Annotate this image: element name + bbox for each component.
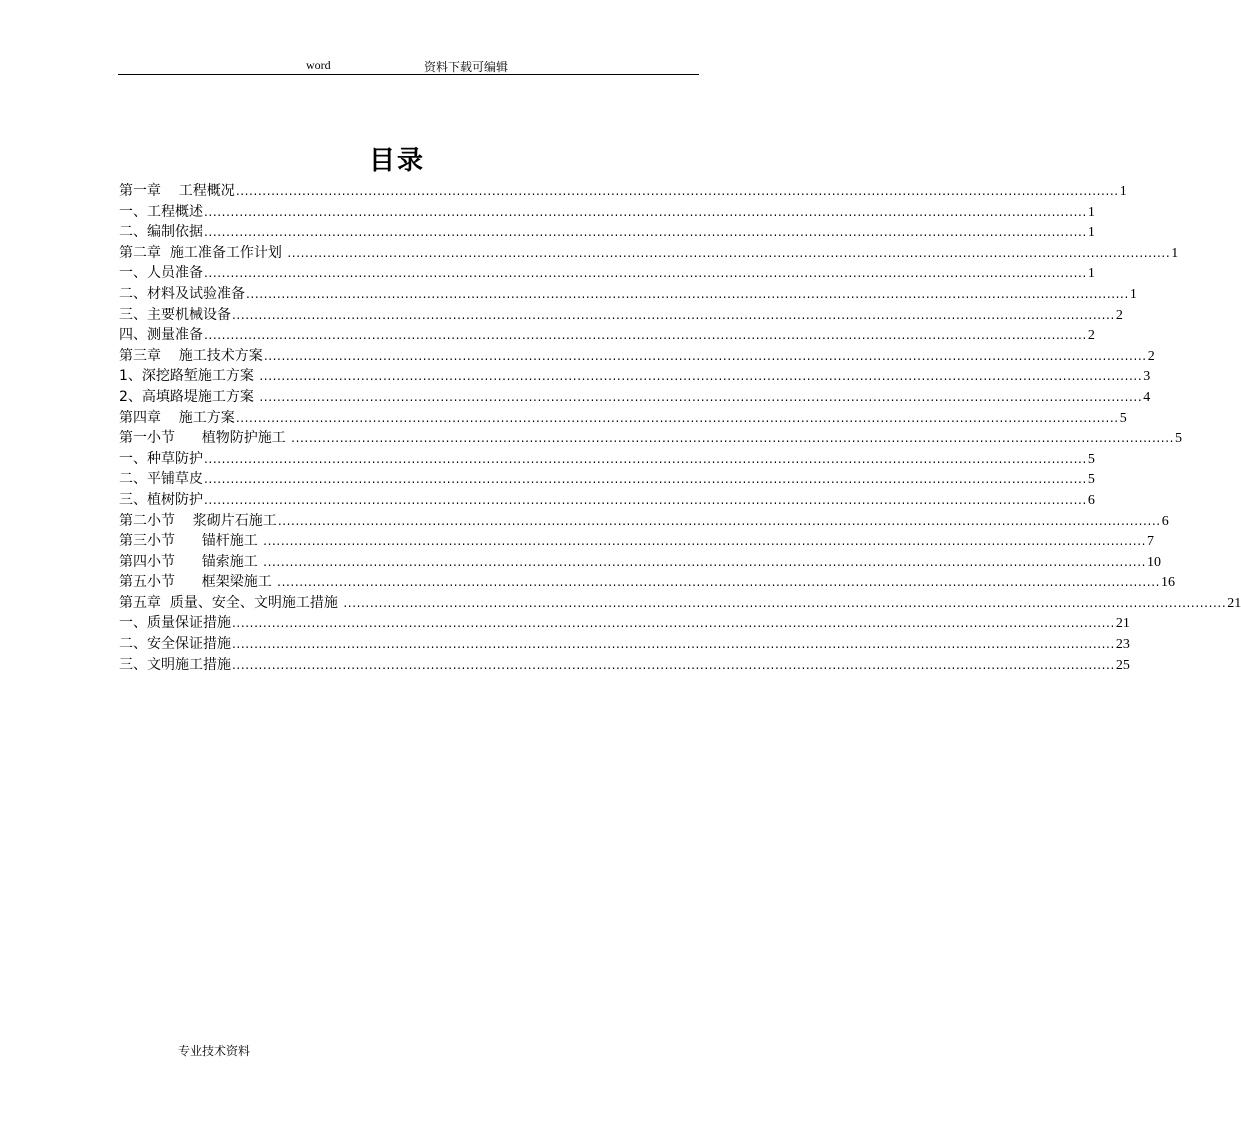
toc-entry[interactable] — [119, 202, 1095, 223]
toc-entry[interactable] — [119, 552, 1162, 573]
toc-entry[interactable] — [119, 263, 1095, 284]
toc-entry-label: 一、质量保证措施 — [119, 615, 231, 632]
toc-entry[interactable] — [119, 366, 1151, 387]
toc-entry-label: 2、高填路堤施工方案 — [119, 388, 259, 405]
toc-entry-page-number: 1 — [1087, 266, 1095, 282]
toc-entry-page-number: 5 — [1175, 431, 1183, 447]
toc-entry-label: 四、测量准备 — [119, 327, 203, 344]
toc-entry-label: 第一章 工程概况 — [119, 183, 235, 199]
page-footer: 专业技术资料 — [178, 1044, 251, 1058]
toc-dot-leader: ........................................................................................................................................................................................................ — [263, 554, 1147, 569]
toc-entry[interactable] — [119, 613, 1130, 634]
toc-entry-page-number: 1 — [1087, 225, 1095, 241]
toc-dot-leader: ........................................................................................................................................................................................................ — [204, 204, 1087, 219]
table-of-contents — [119, 181, 1241, 675]
toc-entry[interactable] — [119, 325, 1095, 346]
toc-entry-label: 一、人员准备 — [119, 265, 203, 282]
toc-dot-leader: ........................................................................................................................................................................................................ — [204, 266, 1087, 281]
toc-dot-leader: ........................................................................................................................................................................................................ — [204, 328, 1087, 343]
toc-entry-page-number: 1 — [1087, 204, 1095, 220]
toc-dot-leader: ........................................................................................................................................................................................................ — [204, 225, 1087, 240]
toc-entry-label: 一、种草防护 — [119, 450, 203, 467]
toc-entry-page-number: 3 — [1143, 369, 1151, 385]
toc-entry-page-number: 2 — [1147, 348, 1155, 364]
toc-entry-label: 第二小节 浆砌片石施工 — [119, 512, 277, 529]
toc-entry-label: 一、工程概述 — [119, 203, 203, 220]
toc-entry[interactable] — [119, 593, 1241, 614]
toc-dot-leader: ........................................................................................................................................................................................................ — [204, 492, 1087, 507]
toc-entry-page-number: 5 — [1087, 451, 1095, 467]
toc-entry-page-number: 1 — [1129, 286, 1137, 302]
toc-dot-leader: ........................................................................................................................................................................................................ — [232, 657, 1115, 672]
toc-entry-page-number: 10 — [1147, 554, 1162, 570]
toc-dot-leader: ........................................................................................................................................................................................................ — [263, 534, 1147, 549]
toc-dot-leader: ........................................................................................................................................................................................................ — [204, 472, 1087, 487]
toc-dot-leader: ........................................................................................................................................................................................................ — [235, 410, 1119, 425]
toc-entry[interactable] — [119, 449, 1095, 470]
toc-dot-leader: ........................................................................................................................................................................................................ — [259, 389, 1143, 404]
toc-entry-page-number: 2 — [1087, 328, 1095, 344]
toc-entry[interactable] — [119, 284, 1137, 305]
toc-entry-label: 第五小节 框架梁施工 — [119, 574, 277, 591]
toc-dot-leader: ........................................................................................................................................................................................................ — [246, 286, 1129, 301]
toc-entry-label: 第五章 质量、安全、文明施工措施 — [119, 594, 343, 611]
toc-dot-leader: ........................................................................................................................................................................................................ — [263, 348, 1147, 363]
toc-dot-leader: ........................................................................................................................................................................................................ — [291, 431, 1175, 446]
toc-dot-leader: ........................................................................................................................................................................................................ — [204, 451, 1087, 466]
toc-title: 目录 — [368, 146, 425, 176]
toc-entry-page-number: 2 — [1115, 307, 1123, 323]
toc-dot-leader: ........................................................................................................................................................................................................ — [232, 307, 1115, 322]
toc-entry[interactable] — [119, 572, 1176, 593]
toc-entry[interactable] — [119, 490, 1095, 511]
toc-entry-page-number: 5 — [1119, 410, 1127, 426]
toc-entry-label: 二、平铺草皮 — [119, 471, 203, 488]
toc-entry-label: 第四小节 锚索施工 — [119, 553, 263, 570]
toc-entry-label: 第二章 施工准备工作计划 — [119, 244, 287, 261]
toc-dot-leader: ........................................................................................................................................................................................................ — [277, 575, 1161, 590]
toc-entry[interactable] — [119, 305, 1123, 326]
toc-entry[interactable] — [119, 387, 1151, 408]
toc-dot-leader: ........................................................................................................................................................................................................ — [287, 245, 1171, 260]
toc-entry-page-number: 23 — [1115, 637, 1130, 653]
toc-entry-page-number: 25 — [1115, 657, 1130, 673]
toc-entry-page-number: 5 — [1087, 472, 1095, 488]
page-header — [118, 58, 699, 74]
toc-entry-label: 二、编制依据 — [119, 224, 203, 241]
toc-entry-page-number: 16 — [1161, 575, 1176, 591]
toc-entry[interactable] — [119, 469, 1095, 490]
toc-entry-page-number: 21 — [1227, 595, 1241, 611]
toc-entry[interactable] — [119, 346, 1155, 367]
toc-entry[interactable] — [119, 181, 1127, 202]
header-editable-note: 资料下载可编辑 — [424, 60, 509, 74]
toc-entry-page-number: 1 — [1171, 245, 1179, 261]
toc-entry-label: 三、植树防护 — [119, 491, 203, 508]
toc-entry-page-number: 6 — [1161, 513, 1169, 529]
toc-dot-leader: ........................................................................................................................................................................................................ — [232, 616, 1115, 631]
toc-entry-label: 第一小节 植物防护施工 — [119, 430, 291, 447]
header-word-label: word — [306, 58, 331, 72]
toc-dot-leader: ........................................................................................................................................................................................................ — [277, 513, 1161, 528]
toc-entry-page-number: 6 — [1087, 492, 1095, 508]
toc-entry[interactable] — [119, 634, 1130, 655]
toc-entry[interactable] — [119, 655, 1130, 676]
toc-entry-label: 二、材料及试验准备 — [119, 285, 245, 302]
toc-dot-leader: ........................................................................................................................................................................................................ — [235, 184, 1119, 198]
toc-entry-page-number: 7 — [1147, 534, 1155, 550]
toc-dot-leader: ........................................................................................................................................................................................................ — [232, 637, 1115, 652]
toc-entry-label: 二、安全保证措施 — [119, 636, 231, 653]
toc-entry-page-number: 4 — [1143, 389, 1151, 405]
header-rule — [118, 74, 699, 75]
toc-entry-page-number: 1 — [1119, 184, 1127, 199]
toc-entry[interactable] — [119, 408, 1127, 429]
toc-entry-label: 1、深挖路堑施工方案 — [119, 368, 259, 385]
toc-entry-label: 第三小节 锚杆施工 — [119, 533, 263, 550]
toc-entry-label: 第四章 施工方案 — [119, 409, 235, 426]
toc-entry[interactable] — [119, 222, 1095, 243]
toc-entry-label: 三、主要机械设备 — [119, 306, 231, 323]
toc-entry[interactable] — [119, 243, 1179, 264]
toc-entry[interactable] — [119, 428, 1183, 449]
toc-entry[interactable] — [119, 531, 1155, 552]
toc-entry[interactable] — [119, 511, 1169, 532]
toc-entry-page-number: 21 — [1115, 616, 1130, 632]
toc-entry-label: 三、文明施工措施 — [119, 656, 231, 673]
toc-dot-leader: ........................................................................................................................................................................................................ — [259, 369, 1143, 384]
toc-entry-label: 第三章 施工技术方案 — [119, 347, 263, 364]
toc-dot-leader: ........................................................................................................................................................................................................ — [343, 595, 1227, 610]
